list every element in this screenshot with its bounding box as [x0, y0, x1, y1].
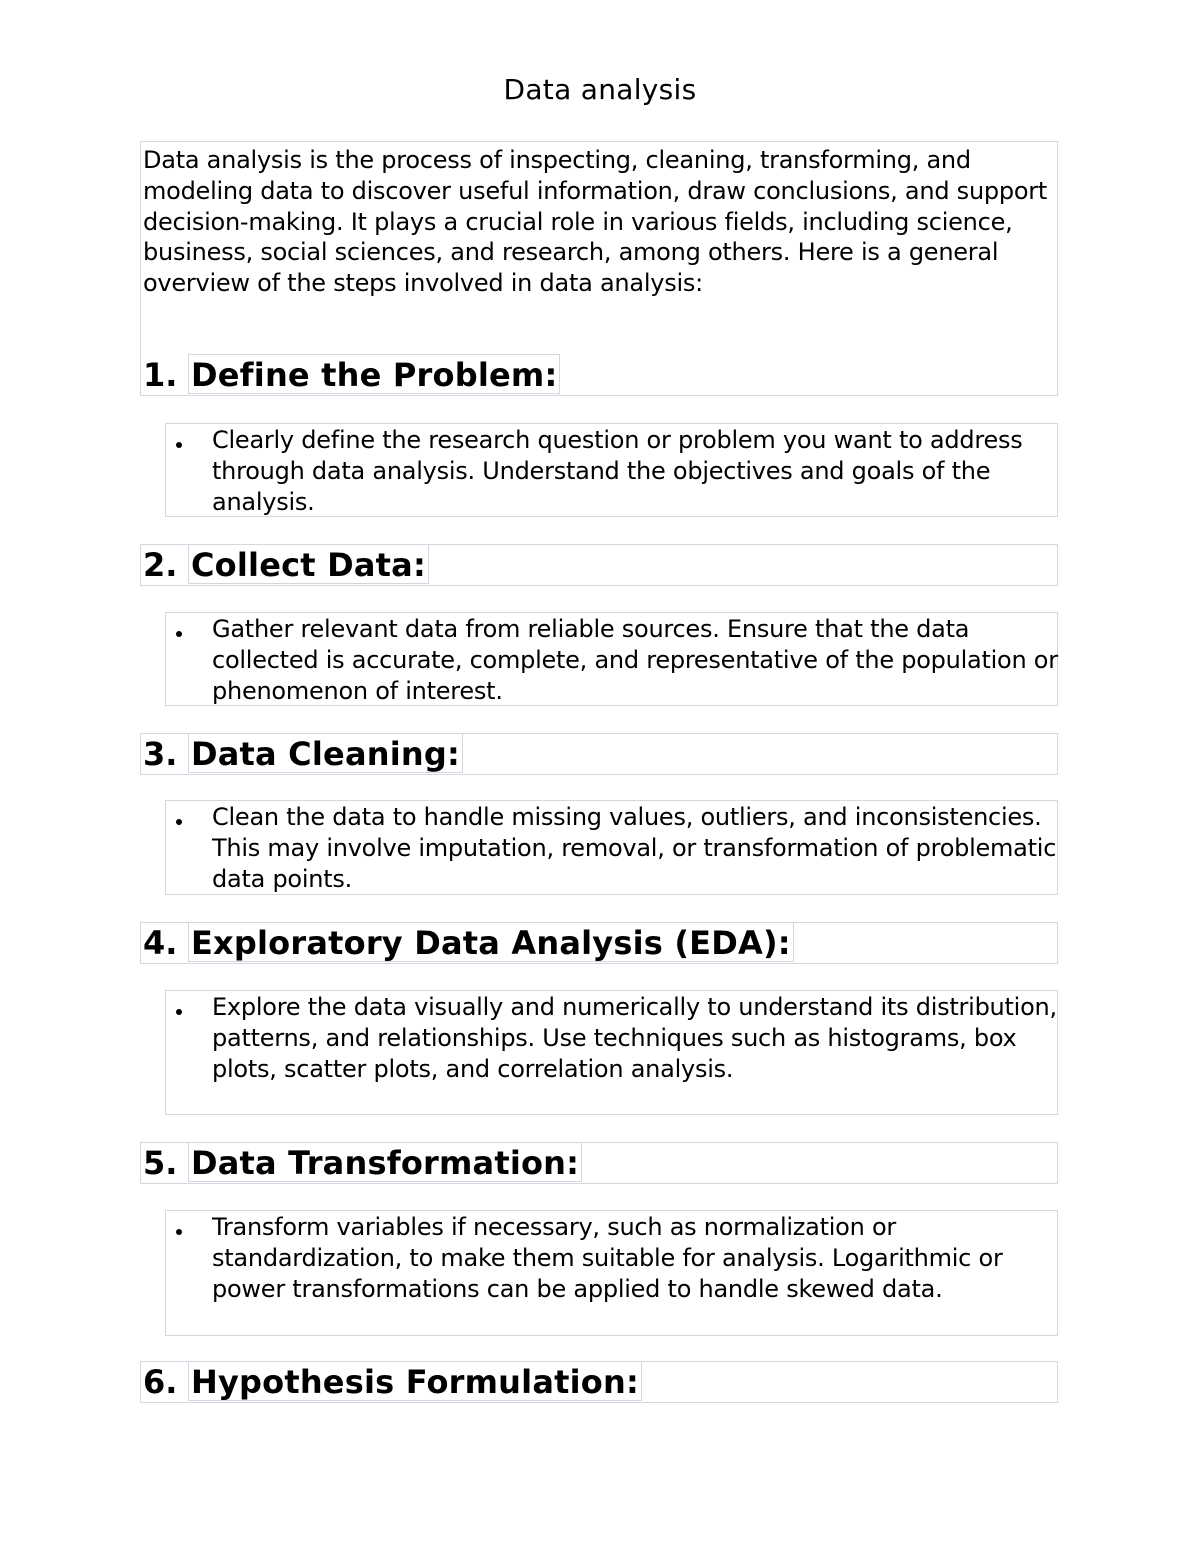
- step-1-bullet-text: Clearly define the research question or problem you want to address through data analysis. Understand the objectives and goals of the analysis.: [212, 426, 1023, 516]
- bullet-icon: [176, 442, 182, 448]
- step-number: 1.: [143, 356, 178, 394]
- step-heading-4: [141, 923, 1057, 963]
- step-1-bullet-box: [165, 423, 1058, 517]
- step-3-bullet-text: Clean the data to handle missing values, outliers, and inconsistencies. This may involve imputation, removal, or transformation of problematic data points.: [212, 803, 1057, 893]
- step-4-heading-box: [140, 922, 1058, 964]
- document-title: Data analysis: [503, 73, 697, 106]
- bullet-icon: [176, 1009, 182, 1015]
- bullet-icon: [176, 1229, 182, 1235]
- step-5-heading-box: [140, 1142, 1058, 1184]
- step-3-bullet-box: [165, 800, 1058, 895]
- step-6-heading-box: [140, 1361, 1058, 1403]
- bullet-icon: [176, 819, 182, 825]
- step-number: 2.: [143, 546, 178, 584]
- step-heading-label: Data Cleaning:: [188, 733, 463, 773]
- step-heading-6: [141, 1362, 1057, 1402]
- step-2-heading-box: [140, 544, 1058, 586]
- step-heading-3: [141, 734, 1057, 774]
- step-2-bullet-text: Gather relevant data from reliable sources. Ensure that the data collected is accurate, complete, and representative of the population or phenomenon of interest.: [212, 615, 1058, 705]
- step-number: 3.: [143, 735, 178, 773]
- step-5-bullet-box: [165, 1210, 1058, 1336]
- step-number: 5.: [143, 1144, 178, 1182]
- step-3-heading-box: [140, 733, 1058, 775]
- step-heading-label: Hypothesis Formulation:: [188, 1361, 642, 1401]
- step-number: 6.: [143, 1363, 178, 1401]
- step-4-bullet-text: Explore the data visually and numerically to understand its distribution, patterns, and relationships. Use techniques such as histograms, box plots, scatter plots, and correlation analysis.: [212, 993, 1057, 1083]
- intro-paragraph: Data analysis is the process of inspecting, cleaning, transforming, and modeling data to discover useful information, draw conclusions, and support decision-making. It plays a crucial role in various fields, including science, business, social sciences, and research, among others. Here is a general overview of the steps involved in data analysis:: [143, 146, 1048, 298]
- step-heading-2: [141, 545, 1057, 585]
- step-number: 4.: [143, 924, 178, 962]
- step-heading-5: [141, 1143, 1057, 1183]
- step-heading-label: Exploratory Data Analysis (EDA):: [188, 922, 794, 962]
- step-heading-1: [141, 355, 1057, 395]
- step-heading-label: Define the Problem:: [188, 354, 560, 394]
- step-heading-label: Collect Data:: [188, 544, 429, 584]
- bullet-icon: [176, 631, 182, 637]
- step-2-bullet-box: [165, 612, 1058, 706]
- step-4-bullet-box: [165, 990, 1058, 1115]
- step-heading-label: Data Transformation:: [188, 1142, 582, 1182]
- intro-section: [140, 141, 1058, 396]
- step-5-bullet-text: Transform variables if necessary, such as normalization or standardization, to make them suitable for analysis. Logarithmic or power transformations can be applied to handle skewed data.: [212, 1213, 1003, 1303]
